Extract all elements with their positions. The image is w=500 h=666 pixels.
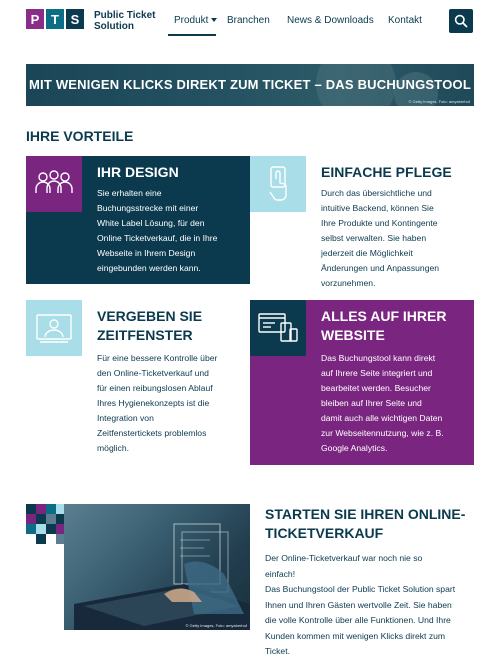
text-line: zur Webseitennutzung, wie z. B. <box>321 428 444 438</box>
logo-letter-t: T <box>46 9 64 29</box>
search-button[interactable] <box>449 9 473 33</box>
devices-icon <box>257 311 299 345</box>
text-line: Ihre Produkte und Kontingente <box>321 218 438 228</box>
feature-title-website <box>321 307 446 345</box>
search-icon <box>454 14 468 28</box>
logo-letter-p: P <box>26 9 44 29</box>
feature-title-line: VERGEBEN SIE <box>97 308 203 324</box>
text-line: vorzunehmen. <box>321 278 376 288</box>
text-line: möglich. <box>97 443 129 453</box>
banner-title: MIT WENIGEN KLICKS DIREKT ZUM TICKET – DAS BUCHUNGSTOOL <box>29 77 471 92</box>
feature-text-pflege <box>321 186 481 291</box>
text-line: Kunden kommen mit wenigen Klicks direkt zum <box>265 630 446 641</box>
bottom-title <box>265 505 475 543</box>
bottom-title-line: STARTEN SIE IHREN ONLINE- <box>265 506 466 522</box>
text-line: die volle Kontrolle über alle Funktionen. Und Ihre <box>265 615 451 625</box>
feature-title-line: ZEITFENSTER <box>97 327 193 343</box>
logo[interactable] <box>26 9 84 29</box>
text-line: damit auch alle wichtigen Daten <box>321 413 443 423</box>
text-line: jederzeit die Möglichkeit <box>321 248 413 258</box>
feature-title-line: WEBSITE <box>321 327 385 343</box>
feature-text-zeitfenster <box>97 351 252 456</box>
logo-name-line1: Public Ticket <box>94 10 156 21</box>
text-line: Webseite in Ihrem Design <box>97 248 196 258</box>
caret-down-icon <box>211 18 217 22</box>
site-header <box>0 0 500 44</box>
nav-item-produkt-label: Produkt <box>174 15 209 26</box>
feature-icon-tile-zeitfenster <box>26 300 82 356</box>
text-line: eingebunden werden kann. <box>97 263 201 273</box>
nav-item-kontakt[interactable]: Kontakt <box>388 15 422 26</box>
text-line: Sie erhalten eine <box>97 188 162 198</box>
text-line: den Online-Ticketverkauf und <box>97 368 209 378</box>
nav-item-news-downloads[interactable]: News & Downloads <box>287 15 374 26</box>
feature-title-design: IHR DESIGN <box>97 164 179 180</box>
feature-icon-tile-design <box>26 156 82 212</box>
text-line: Änderungen und Anpassungen <box>321 263 440 273</box>
nav-active-indicator <box>168 34 216 36</box>
text-line: Ihres Hygienekonzepts ist die <box>97 398 210 408</box>
text-line: Das Buchungstool der Public Ticket Solution spart <box>265 584 456 594</box>
text-line: Ticket. <box>265 646 290 656</box>
text-line: auf Ihrere Seite integriert und <box>321 368 433 378</box>
text-line: Buchungsstrecke mit einer <box>97 203 199 213</box>
feature-title-zeitfenster <box>97 307 202 345</box>
feature-text-design <box>97 186 247 276</box>
bottom-title-line: TICKETVERKAUF <box>265 525 384 541</box>
text-line: selbst verwalten. Sie haben <box>321 233 427 243</box>
text-line: intuitive Backend, können Sie <box>321 203 434 213</box>
hero-banner <box>26 64 474 106</box>
logo-letter-s: S <box>66 9 84 29</box>
bottom-text <box>265 551 480 660</box>
time-slot-icon <box>34 312 74 344</box>
feature-icon-tile-pflege <box>250 156 306 212</box>
text-line: für einen reibungslosen Ablauf <box>97 383 213 393</box>
feature-title-line: ALLES AUF IHRER <box>321 308 447 324</box>
text-line: bleiben auf Ihrer Seite und <box>321 398 422 408</box>
feature-title-pflege: EINFACHE PFLEGE <box>321 164 452 180</box>
text-line: Google Analytics. <box>321 443 388 453</box>
feature-icon-tile-website <box>250 300 306 356</box>
nav-item-produkt[interactable] <box>174 15 217 26</box>
text-line: Für eine bessere Kontrolle über <box>97 353 218 363</box>
logo-name-line2: Solution <box>94 21 134 32</box>
banner-credit: © Getty Images, Foto: amyaberhuf <box>408 99 470 104</box>
users-icon <box>33 168 75 200</box>
touch-hand-icon <box>263 165 293 203</box>
logo-name[interactable] <box>94 10 174 32</box>
decorative-pattern <box>26 504 66 544</box>
text-line: Der Online-Ticketverkauf war noch nie so <box>265 553 423 563</box>
laptop-illustration <box>64 504 250 630</box>
text-line: Das Buchungstool kann direkt <box>321 353 436 363</box>
text-line: Ihnen und Ihren Gästen wertvolle Zeit. Sie haben <box>265 599 452 610</box>
text-line: bearbeitet werden. Besucher <box>321 383 431 393</box>
laptop-photo <box>64 504 250 630</box>
section-title: IHRE VORTEILE <box>26 128 134 144</box>
photo-credit: © Getty Images, Foto: amyaberhuf <box>185 623 247 628</box>
text-line: Zeitfenstertickets problemlos <box>97 428 207 438</box>
feature-text-website <box>321 351 476 456</box>
text-line: White Label Lösung, für den <box>97 218 205 228</box>
nav-item-branchen[interactable]: Branchen <box>227 15 270 26</box>
text-line: Online Ticketverkauf, die in Ihre <box>97 233 218 243</box>
text-line: Durch das übersichtliche und <box>321 188 432 198</box>
text-line: einfach! <box>265 568 296 579</box>
text-line: Integration von <box>97 413 154 423</box>
